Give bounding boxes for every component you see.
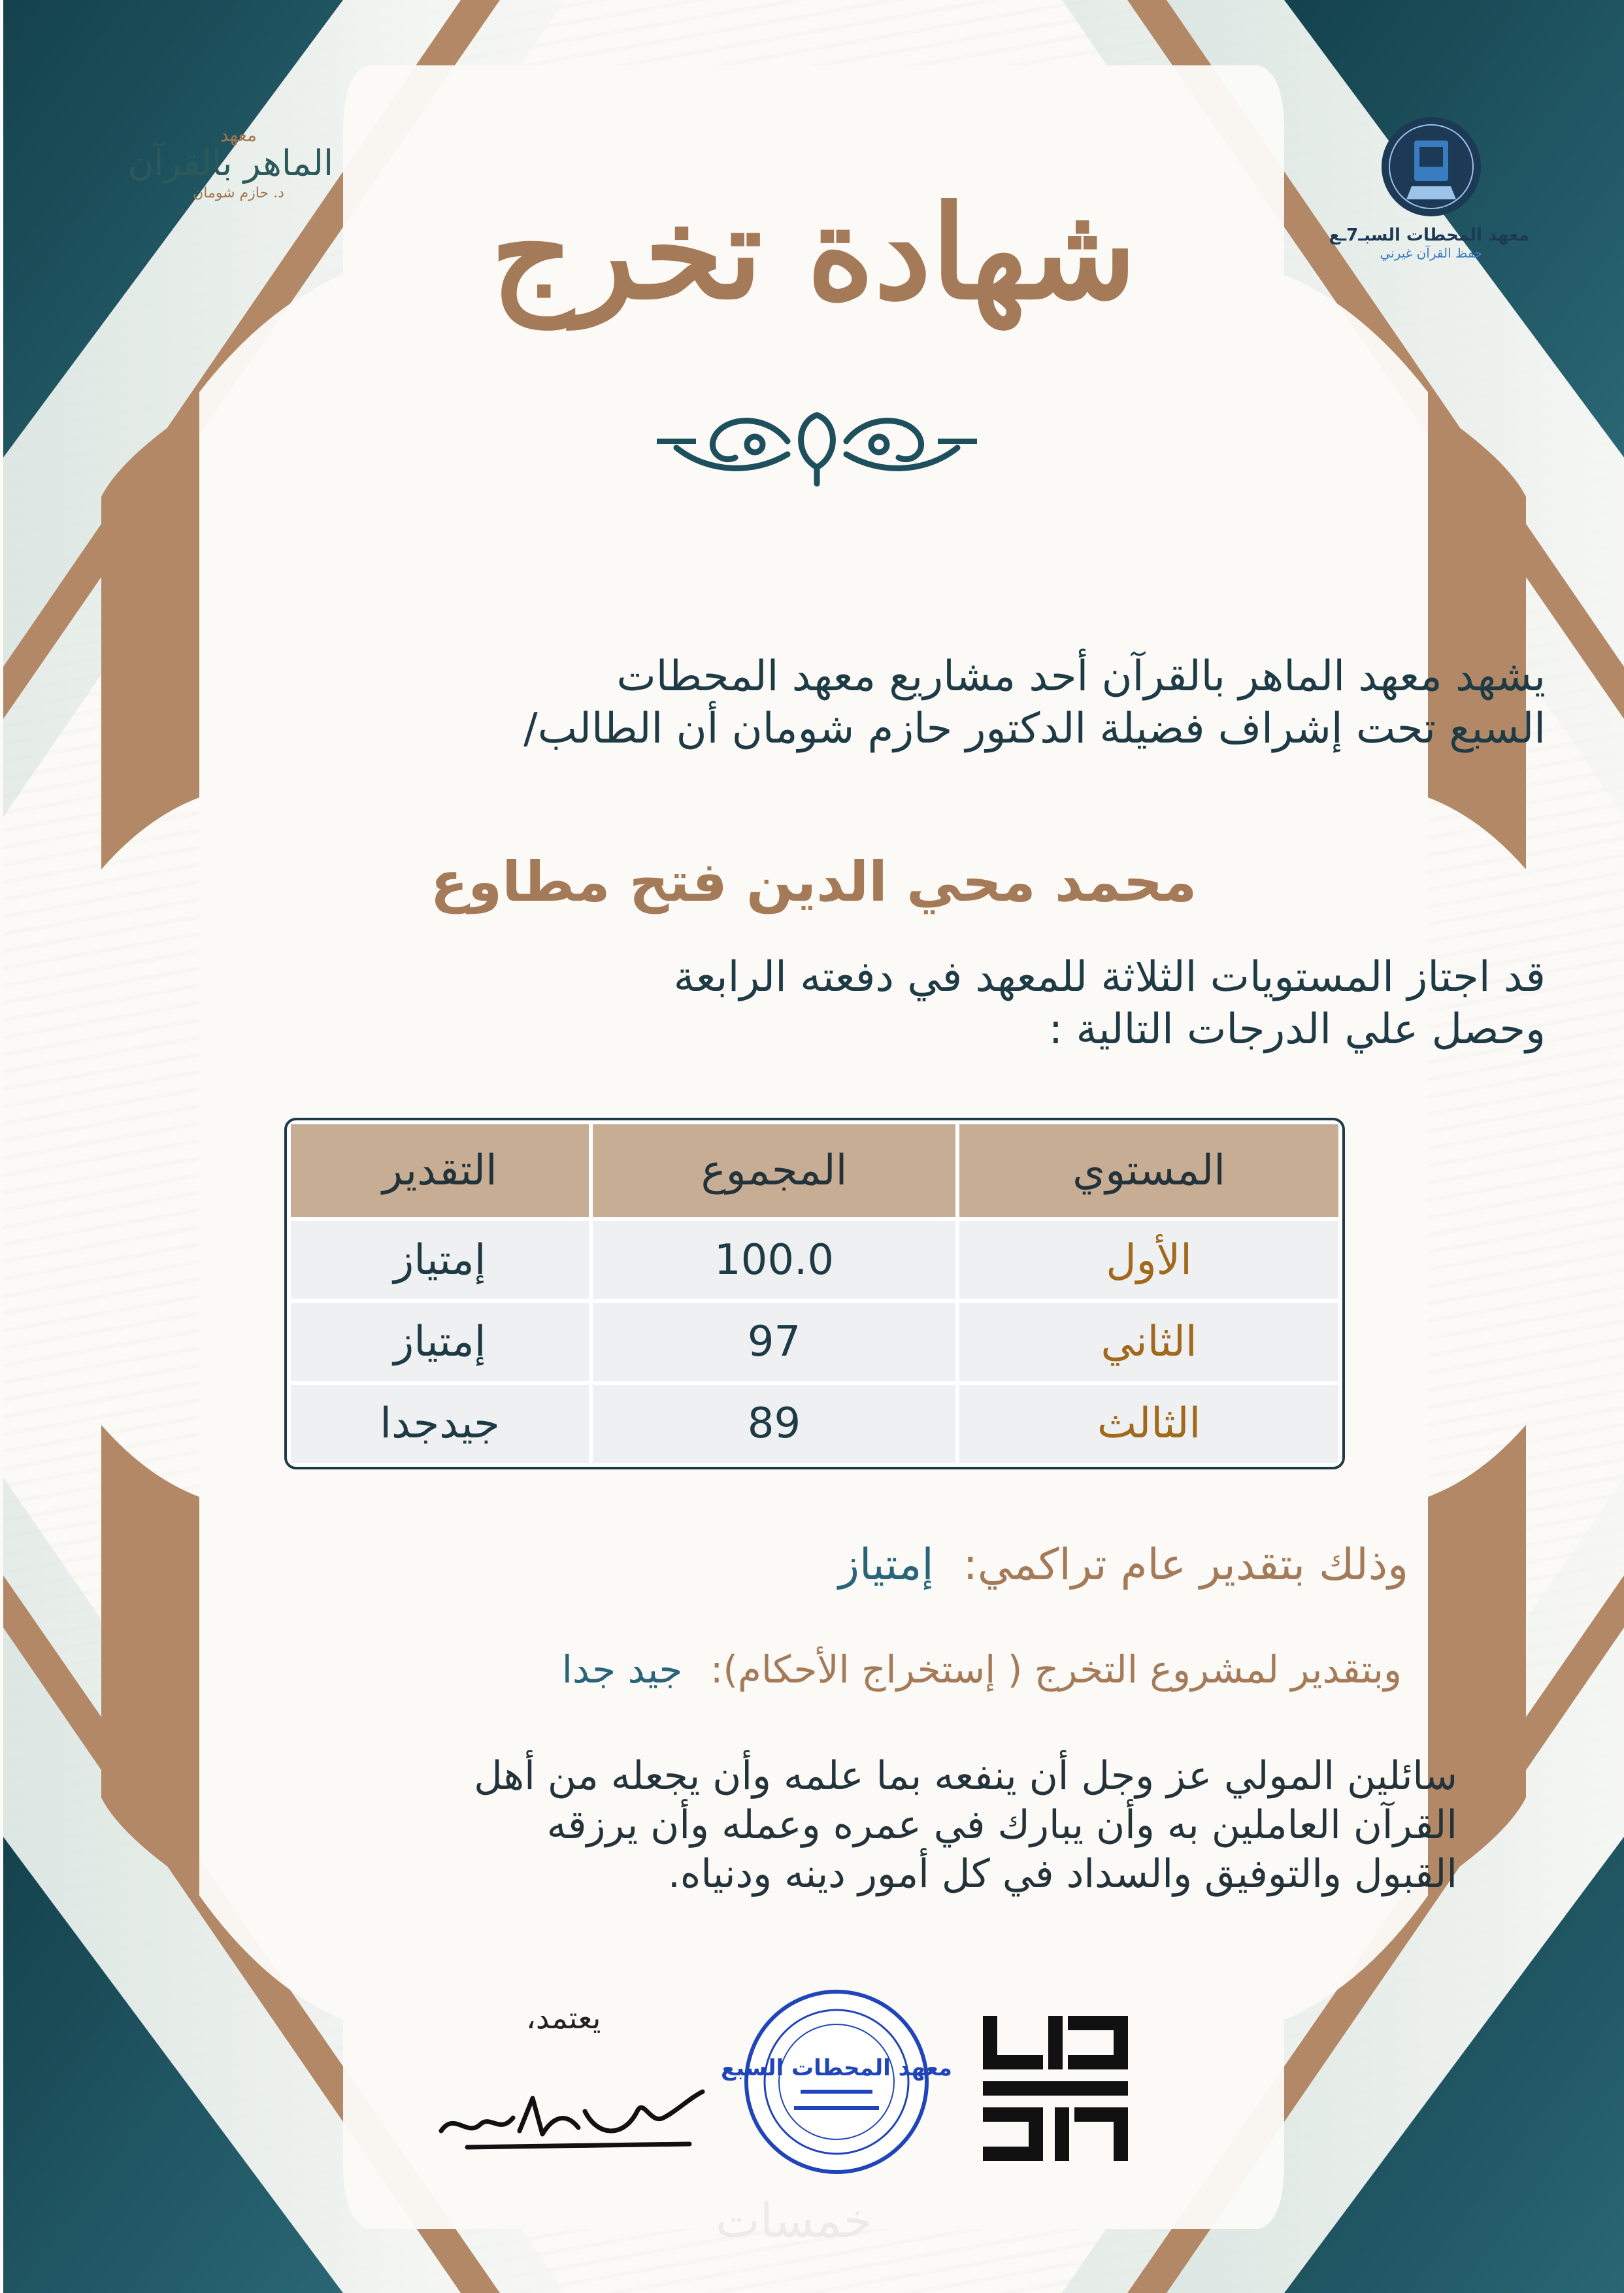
row-grade: إمتياز	[291, 1303, 589, 1381]
prayer-line-1: سائلين المولي عز وجل أن ينفعه بما علمه وأن يجعله من أهل	[474, 1753, 1457, 1799]
header-total: المجموع	[593, 1124, 955, 1217]
row-level: الثاني	[959, 1303, 1338, 1381]
signature	[428, 2072, 716, 2157]
row-grade: جيدجدا	[291, 1385, 589, 1463]
institute-logo-right	[1329, 114, 1529, 261]
quran-book-logo-icon	[1379, 114, 1483, 219]
row-total: 100.0	[593, 1221, 955, 1299]
overall-grade-label: وذلك بتقدير عام تراكمي:	[963, 1539, 1408, 1590]
intro-line-2: السبع تحت إشراف فضيلة الدكتور حازم شومان أن الطالب/	[523, 705, 1546, 753]
prayer-line-3: القبول والتوفيق والسداد في كل أمور دينه ودنياه.	[667, 1851, 1457, 1897]
approval-label: يعتمد،	[526, 2000, 601, 2035]
header-grade: التقدير	[291, 1124, 589, 1217]
table-header-row	[291, 1124, 1338, 1217]
watermark: خمسات	[716, 2193, 873, 2248]
student-name: محمد محي الدين فتح مطاوع	[430, 850, 1197, 914]
table-row	[291, 1303, 1338, 1381]
table-row	[291, 1221, 1338, 1299]
logo-left-calligraphy: الماهر بالقرآن	[127, 142, 333, 184]
ornament-icon	[657, 395, 977, 487]
row-total: 97	[593, 1303, 955, 1381]
overall-grade-value: إمتياز	[838, 1539, 934, 1590]
logo-left-line3: د. حازم شومان	[193, 185, 284, 201]
prayer-line-2: القرآن العاملين به وأن يبارك في عمره وعمله وأن يرزقه	[546, 1802, 1457, 1848]
passed-line-1: قد اجتاز المستويات الثلاثة للمعهد في دفعته الرابعة	[673, 953, 1546, 1001]
overall-grade	[838, 1539, 1408, 1590]
institute-logo-left	[127, 124, 333, 201]
row-level: الأول	[959, 1221, 1338, 1299]
row-level: الثالث	[959, 1385, 1338, 1463]
prayer-paragraph	[0, 1752, 1457, 1899]
passed-paragraph	[75, 951, 1546, 1056]
project-grade	[562, 1647, 1402, 1692]
certificate-title: شهادة تخرج	[490, 178, 1137, 328]
project-grade-label: وبتقدير لمشروع التخرج ( إستخراج الأحكام):	[710, 1647, 1402, 1692]
intro-line-1: يشهد معهد الماهر بالقرآن أحد مشاريع معهد المحطات	[616, 652, 1546, 701]
row-total: 89	[593, 1385, 955, 1463]
table-row	[291, 1385, 1338, 1463]
project-grade-value: جيد جدا	[561, 1647, 683, 1692]
certificate-page	[3, 0, 1624, 2293]
logo-left-line1: معهد	[220, 124, 257, 146]
logo-right-title: معهد المحطات السبـ7ـع	[1329, 226, 1529, 245]
row-grade: إمتياز	[291, 1221, 589, 1299]
passed-line-2: وحصل علي الدرجات التالية :	[1048, 1005, 1546, 1054]
header-level: المستوي	[959, 1124, 1338, 1217]
logo-right-subtitle: حفظ القرآن غيرني	[1380, 245, 1483, 261]
intro-paragraph	[69, 650, 1546, 755]
institute-seal	[721, 1987, 952, 2177]
hazem-shouman-logo	[977, 2010, 1134, 2167]
seal-text: معهد المحطات السبع	[721, 2055, 952, 2081]
grades-table	[284, 1118, 1345, 1469]
